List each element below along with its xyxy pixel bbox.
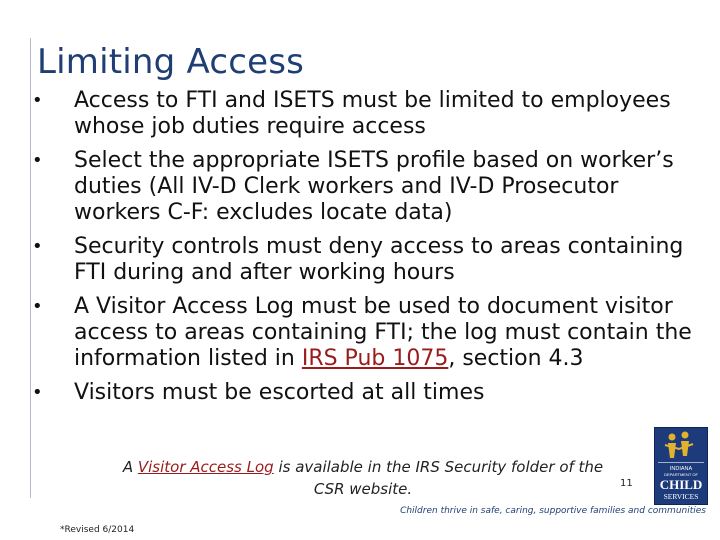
visitor-access-log-link[interactable]: Visitor Access Log xyxy=(137,458,274,476)
dcs-logo-icon xyxy=(655,428,707,504)
irs-pub-1075-link[interactable]: IRS Pub 1075 xyxy=(301,346,449,371)
bullet-marker: • xyxy=(32,382,43,403)
bullet-text: Select the appropriate ISETS profile based on worker’s duties (All IV-D Clerk workers and IV-D Prosecutor workers C-F: excludes locate data) xyxy=(74,148,674,225)
bullet-text-before-link: A Visitor Access Log must be used to document visitor access to areas containing FTI; the log must contain the information listed in xyxy=(74,294,692,371)
note-text-after: is available in the IRS Security folder of the CSR website. xyxy=(273,458,604,498)
slide-title: Limiting Access xyxy=(37,42,305,82)
bullet-text: Visitors must be escorted at all times xyxy=(74,380,485,405)
bullet-text: Access to FTI and ISETS must be limited to employees whose job duties require access xyxy=(74,88,671,139)
dcs-logo xyxy=(654,427,708,505)
page-number: 11 xyxy=(620,478,633,489)
note-text-before: A xyxy=(122,458,138,476)
bullet-marker: • xyxy=(32,296,43,317)
bullet-item xyxy=(28,380,708,406)
bullet-list xyxy=(28,88,708,414)
bullet-item xyxy=(28,148,708,226)
revised-date: *Revised 6/2014 xyxy=(60,525,135,535)
logo-line1: INDIANA xyxy=(669,466,693,472)
bullet-item xyxy=(28,88,708,140)
agency-tagline: Children thrive in safe, caring, supportive families and communities xyxy=(400,506,706,516)
bullet-marker: • xyxy=(32,90,43,111)
bullet-text-after-link: , section 4.3 xyxy=(448,346,584,371)
logo-line2: DEPARTMENT OF xyxy=(664,472,698,477)
bullet-item xyxy=(28,234,708,286)
bullet-marker: • xyxy=(32,236,43,257)
logo-line3: CHILD xyxy=(659,477,703,492)
visitor-log-note xyxy=(118,456,608,500)
logo-line4: SERVICES xyxy=(663,492,699,501)
bullet-marker: • xyxy=(32,150,43,171)
bullet-item xyxy=(28,294,708,372)
bullet-text: Security controls must deny access to areas containing FTI during and after working hours xyxy=(74,234,684,285)
